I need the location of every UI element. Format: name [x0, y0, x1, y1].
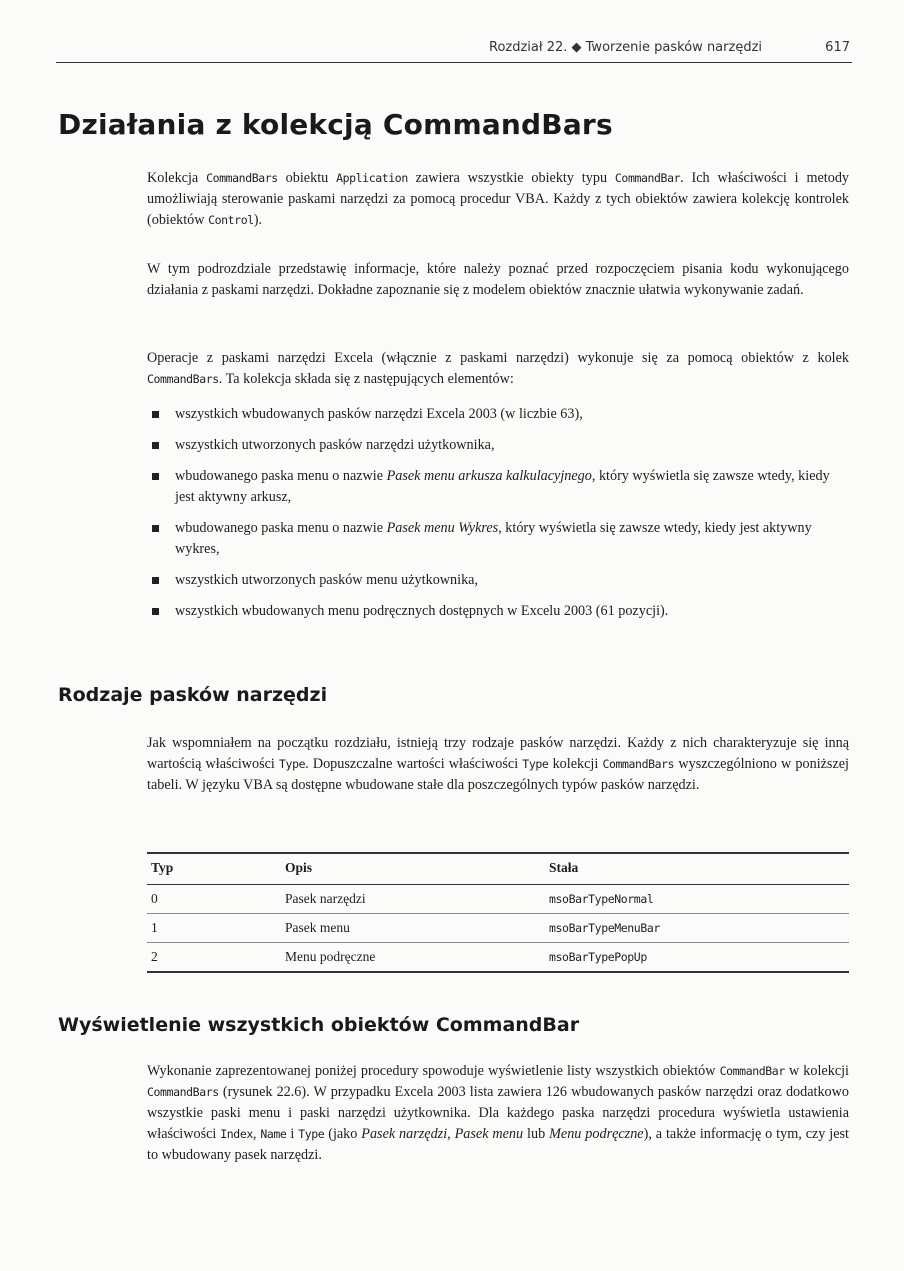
- cell-description: Pasek menu: [281, 914, 545, 943]
- list-item: [150, 518, 850, 560]
- italic-term: Pasek menu arkusza kalkulacyjnego: [386, 468, 592, 484]
- column-header-description: Opis: [281, 853, 545, 885]
- italic-term: Pasek menu: [454, 1126, 524, 1142]
- paragraph-text: Jak wspomniałem na początku rozdziału, istnieją trzy rodzaje pasków narzędzi. Każdy z nich charakteryzuje się inną wartością właściwości Type. Dopuszczalne wartości właściwości Type kolekcji CommandBars wyszczególniono w poniższej tabeli. W języku VBA są dostępne wbudowane stałe dla poszczególnych typów pasków narzędzi.: [147, 735, 849, 793]
- list-item-text: wszystkich utworzonych pasków narzędzi użytkownika,: [175, 437, 495, 453]
- intro-paragraph: [147, 168, 849, 231]
- bullet-square: [152, 608, 159, 615]
- italic-term: Pasek narzędzi: [361, 1126, 448, 1142]
- italic-term: Menu podręczne: [549, 1126, 644, 1142]
- types-paragraph: [147, 733, 849, 796]
- table-row: [147, 885, 849, 914]
- list-item-text: wbudowanego paska menu o nazwie Pasek menu arkusza kalkulacyjnego, który wyświetla się zawsze wtedy, kiedy jest aktywny arkusz,: [175, 468, 830, 505]
- code-term: Type: [279, 757, 306, 771]
- code-term: CommandBars: [147, 372, 219, 386]
- cell-type: 1: [147, 914, 281, 943]
- cell-description: Pasek narzędzi: [281, 885, 545, 914]
- paragraph-text: W tym podrozdziale przedstawię informacje, które należy poznać przed rozpoczęciem pisania kodu wykonującego działania z paskami narzędzi. Dokładne zapoznanie się z modelem obiektów znacznie ułatwia wykonywanie zadań.: [147, 261, 849, 298]
- bullet-square: [152, 577, 159, 584]
- section-heading-toolbar-types: Rodzaje pasków narzędzi: [58, 684, 328, 706]
- list-item-text: wszystkich utworzonych pasków menu użytkownika,: [175, 572, 479, 588]
- code-term: Name: [260, 1127, 287, 1141]
- cell-constant: msoBarTypeNormal: [545, 885, 849, 914]
- paragraph-text: Kolekcja CommandBars obiektu Application zawiera wszystkie obiekty typu CommandBar. Ich właściwości i metody umożliwiają sterowanie paskami narzędzi za pomocą procedur VBA. Każdy z tych obiektów zawiera kolekcję kontrolek (obiektów Control).: [147, 170, 850, 228]
- section-heading-commandbars: Działania z kolekcją CommandBars: [58, 108, 613, 141]
- list-item: [150, 466, 850, 508]
- code-term: CommandBars: [602, 757, 675, 771]
- code-term: CommandBars: [206, 171, 278, 185]
- page-number: 617: [825, 40, 850, 55]
- cell-constant: msoBarTypeMenuBar: [545, 914, 849, 943]
- column-header-constant: Stała: [545, 853, 849, 885]
- model-paragraph: [147, 259, 849, 301]
- bullet-square: [152, 525, 159, 532]
- cell-type: 2: [147, 943, 281, 973]
- list-item: [150, 404, 850, 425]
- running-header: [56, 38, 852, 63]
- procedure-paragraph: [147, 1061, 849, 1166]
- column-header-type: Typ: [147, 853, 281, 885]
- bullet-square: [152, 442, 159, 449]
- code-term: Application: [336, 171, 408, 185]
- cell-constant: msoBarTypePopUp: [545, 943, 849, 973]
- italic-term: Pasek menu Wykres: [386, 520, 499, 536]
- list-item: [150, 435, 850, 456]
- toolbar-types-table: [147, 852, 849, 973]
- code-term: Type: [298, 1127, 325, 1141]
- cell-type: 0: [147, 885, 281, 914]
- list-item-text: wszystkich wbudowanych menu podręcznych dostępnych w Excelu 2003 (61 pozycji).: [175, 603, 669, 619]
- paragraph-text: Operacje z paskami narzędzi Excela (włącznie z paskami narzędzi) wykonuje się za pomocą obiektów z kolek CommandBars. Ta kolekcja składa się z następujących elementów:: [147, 350, 849, 387]
- code-term: Control: [208, 213, 254, 227]
- cell-description: Menu podręczne: [281, 943, 545, 973]
- table-row: [147, 943, 849, 973]
- code-term: CommandBars: [147, 1085, 219, 1099]
- code-term: CommandBar: [614, 171, 681, 185]
- code-term: Type: [522, 757, 549, 771]
- section-heading-list-commandbars: Wyświetlenie wszystkich obiektów CommandBar: [58, 1014, 580, 1036]
- bullet-square: [152, 473, 159, 480]
- elements-paragraph: [147, 348, 849, 390]
- table-row: [147, 914, 849, 943]
- elements-list: [150, 404, 850, 632]
- table-header-row: [147, 853, 849, 885]
- paragraph-text: Wykonanie zaprezentowanej poniżej procedury spowoduje wyświetlenie listy wszystkich obiektów CommandBar w kolekcji CommandBars (rysunek 22.6). W przypadku Excela 2003 lista zawiera 126 wbudowanych pasków narzędzi oraz dodatkowo wszystkie paski menu i paski narzędzi użytkownika. Dla każdego paska narzędzi procedura wyświetla ustawienia właściwości Index, Name i Type (jako Pasek narzędzi, Pasek menu lub Menu podręczne), a także informację o tym, czy jest to wbudowany pasek narzędzi.: [147, 1063, 849, 1163]
- list-item: [150, 601, 850, 622]
- list-item-text: wszystkich wbudowanych pasków narzędzi Excela 2003 (w liczbie 63),: [175, 406, 583, 422]
- bullet-square: [152, 411, 159, 418]
- code-term: Index: [220, 1127, 253, 1141]
- chapter-title: Rozdział 22. ◆ Tworzenie pasków narzędzi: [489, 40, 762, 55]
- code-term: CommandBar: [719, 1064, 785, 1078]
- list-item: [150, 570, 850, 591]
- list-item-text: wbudowanego paska menu o nazwie Pasek menu Wykres, który wyświetla się zawsze wtedy, kiedy jest aktywny wykres,: [175, 520, 812, 557]
